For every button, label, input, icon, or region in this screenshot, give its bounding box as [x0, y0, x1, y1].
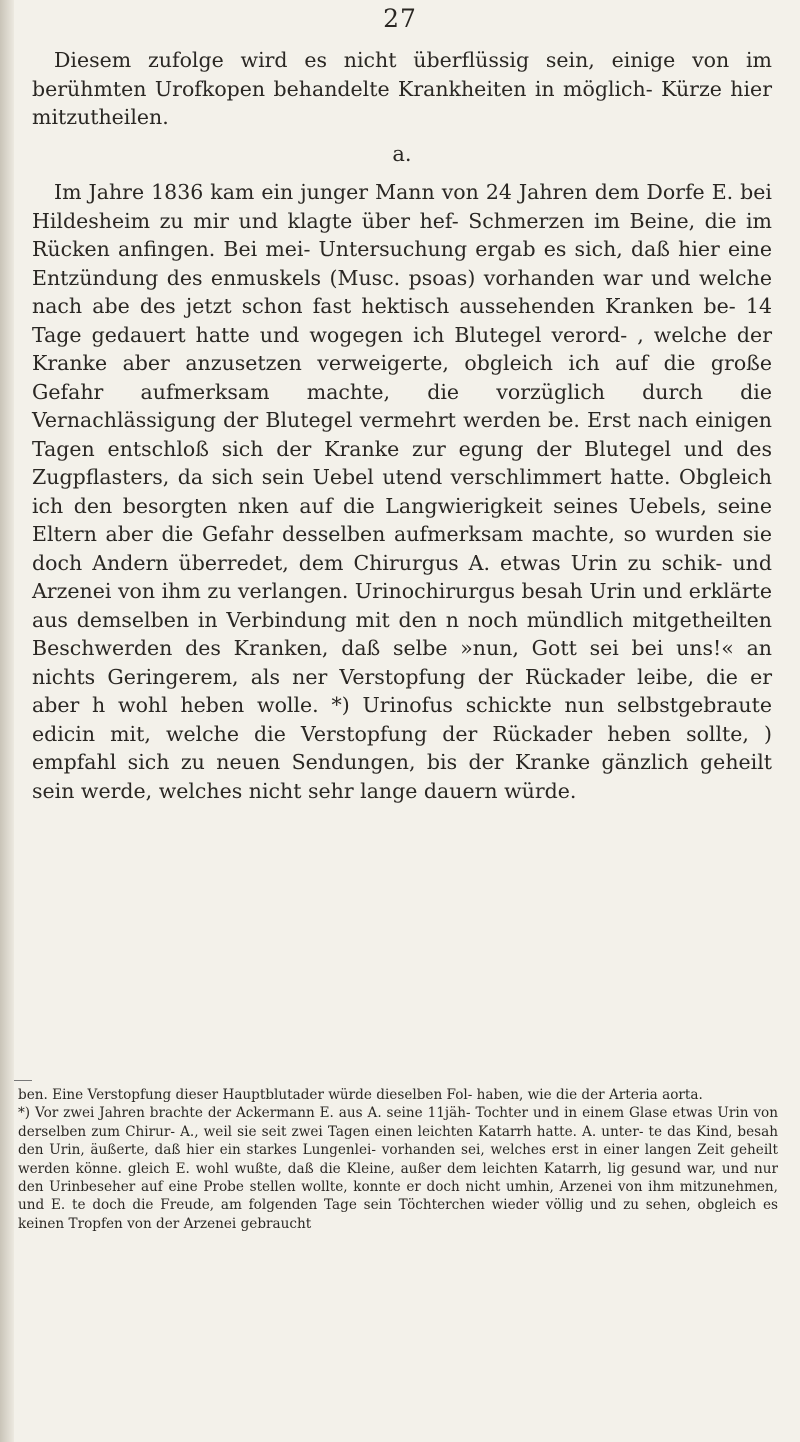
main-text — [32, 46, 772, 805]
footnotes — [18, 1086, 778, 1233]
footnote-star: *) Vor zwei Jahren brachte der Ackermann E. aus A. seine 11jäh- Tochter und in einem Glase etwas Urin von derselben zum Chirur- A., weil sie seit zwei Tagen einen leichten Katarrh hatte. A. unter- te das Kind, besah den Urin, äußerte, daß hier ein starkes Lungenlei- vorhanden sei, welches erst in einer langen Zeit geheilt werden könne. gleich E. wohl wußte, daß die Kleine, außer dem leichten Katarrh, lig gesund war, und nur den Urinbeseher auf eine Probe stellen wollte, konnte er doch nicht umhin, Arzenei von ihm mitzunehmen, und E. te doch die Freude, am folgenden Tage sein Töchterchen wieder völlig und zu sehen, obgleich es keinen Tropfen von der Arzenei gebraucht — [18, 1105, 778, 1232]
page-number: 27 — [383, 4, 417, 33]
footnote-continuation: ben. Eine Verstopfung dieser Hauptblutader würde dieselben Fol- haben, wie die der Arteria aorta. — [18, 1087, 703, 1103]
footnote-rule — [14, 1080, 32, 1081]
binding-shadow — [0, 0, 14, 1442]
section-label: a. — [392, 141, 412, 166]
intro-paragraph: Diesem zufolge wird es nicht überflüssig sein, einige von im berühmten Urofkopen behandelte Krankheiten in möglich- Kürze hier mitzutheilen. — [32, 48, 772, 129]
case-paragraph: Im Jahre 1836 kam ein junger Mann von 24 Jahren dem Dorfe E. bei Hildesheim zu mir und klagte über hef- Schmerzen im Beine, die im Rücken anfingen. Bei mei- Untersuchung ergab es sich, daß hier eine Entzündung des enmuskels (Musc. psoas) vorhanden war und welche nach abe des jetzt schon fast hektisch aussehenden Kranken be- 14 Tage gedauert hatte und wogegen ich Blutegel verord- , welche der Kranke aber anzusetzen verweigerte, obgleich ich auf die große Gefahr aufmerksam machte, die vorzüglich durch die Vernachlässigung der Blutegel vermehrt werden be. Erst nach einigen Tagen entschloß sich der Kranke zur egung der Blutegel und des Zugpflasters, da sich sein Uebel utend verschlimmert hatte. Obgleich ich den besorgten nken auf die Langwierigkeit seines Uebels, seine Eltern aber die Gefahr desselben aufmerksam machte, so wurden sie doch Andern überredet, dem Chirurgus A. etwas Urin zu schik- und Arzenei von ihm zu verlangen. Urinochirurgus besah Urin und erklärte aus demselben in Verbindung mit den n noch mündlich mitgetheilten Beschwerden des Kranken, daß selbe »nun, Gott sei bei uns!« an nichts Geringerem, als ner Verstopfung der Rückader leibe, die er aber h wohl heben wolle. *) Urinofus schickte nun selbstgebraute edicin mit, welche die Verstopfung der Rückader heben sollte, ) empfahl sich zu neuen Sendungen, bis der Kranke gänzlich geheilt sein werde, welches nicht sehr lange dauern würde. — [32, 180, 772, 803]
